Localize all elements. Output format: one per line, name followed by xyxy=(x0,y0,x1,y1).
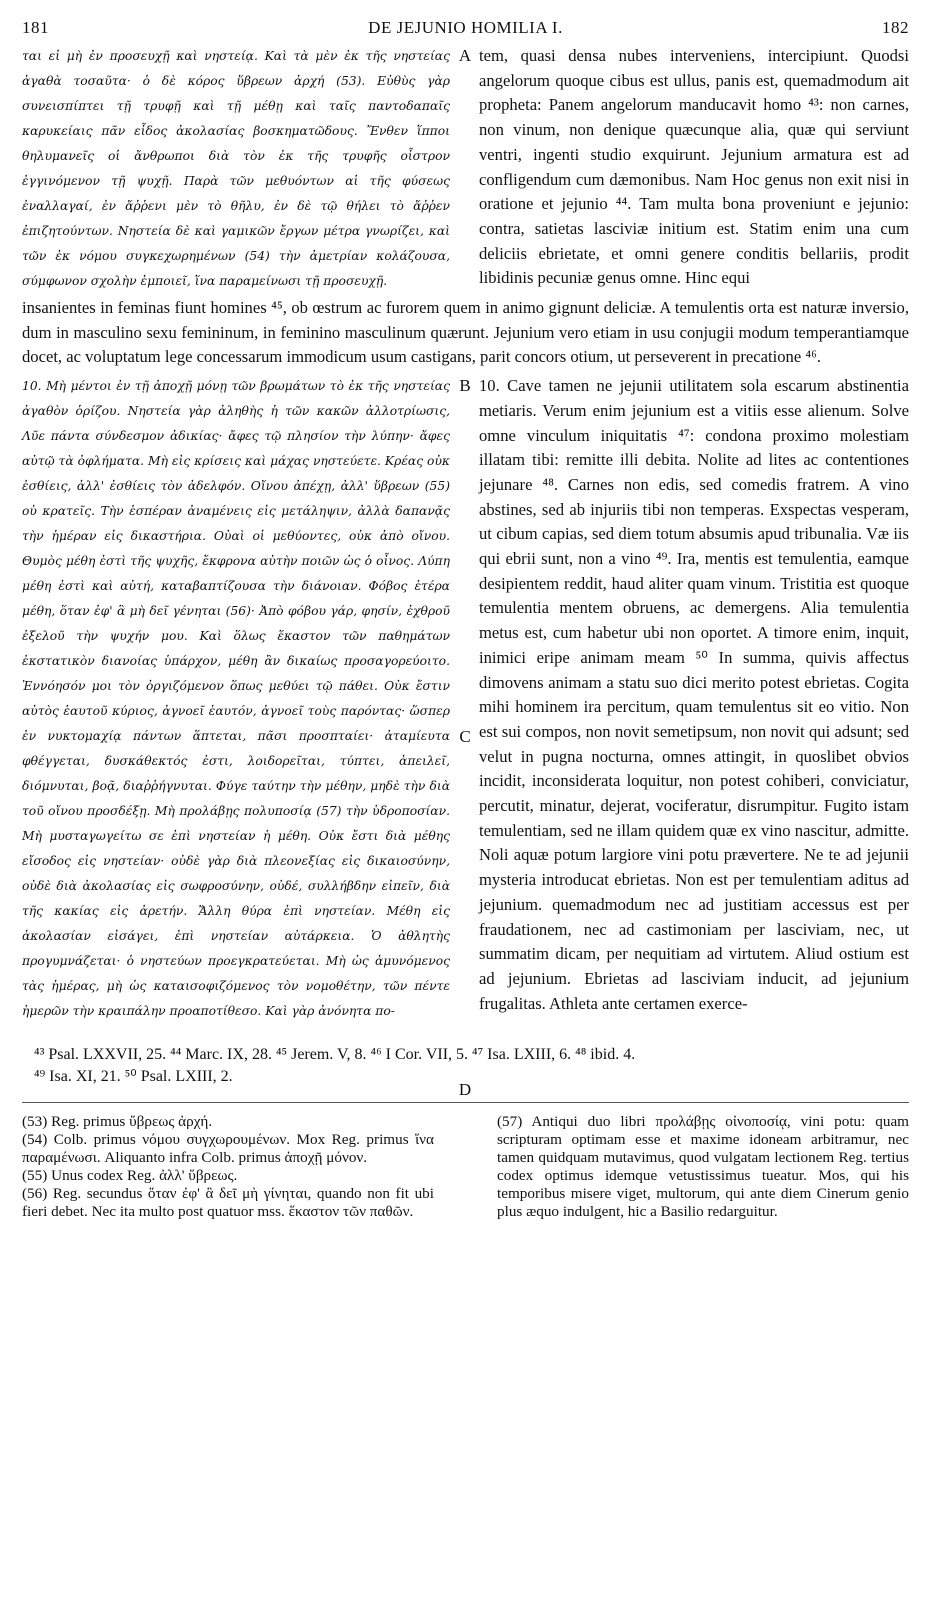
notes-right-column xyxy=(497,1113,909,1221)
scripture-refs-line-2: ⁴⁹ Isa. XI, 21. ⁵⁰ Psal. LXIII, 2. xyxy=(34,1068,233,1086)
margin-marker-c: C xyxy=(459,727,471,747)
running-head xyxy=(22,14,909,44)
note-54: (54) Colb. primus νόμου συγχωρουμένων. Mox Reg. primus ἵνα παραμένωσι. Aliquanto infra Colb. primus ἀποχῇ μόνον. xyxy=(22,1131,434,1167)
notes-left-column xyxy=(22,1113,434,1221)
greek-column-main xyxy=(22,374,450,1024)
footnote-rule xyxy=(22,1102,909,1103)
page-number-left: 181 xyxy=(22,18,49,37)
note-56: (56) Reg. secundus ὅταν ἐφ' ἃ δεῖ μὴ γίνηται, quando non fit ubi fieri debet. Nec ita multo post quatuor mss. ἕκαστον τῶν παθῶν. xyxy=(22,1185,434,1221)
latin-paragraph-top: tem, quasi densa nubes interveniens, intercipiunt. Quodsi angelorum quoque cibus est ullus, panis est, quemadmodum ait propheta: Panem angelorum manducavit homo ⁴³: non carnes, non vinum, non denique quæcunque alia, quæ qui serviunt ventri, ingenti studio exquirunt. Jejunium armatura est ad confligendum cum dæmonibus. Nam Hoc genus non exit nisi in oratione et jejunio ⁴⁴. Tam multa bona proveniunt e jejunio: contra, satietas lasciviæ initium est. Statim enim una cum deliciis ebrietate, et omni genere conditis bellariis, prodit libidinis pecuniæ genus omne. Hinc equi xyxy=(479,46,909,288)
greek-column-top xyxy=(22,44,450,294)
page-number-right: 182 xyxy=(882,18,909,37)
scripture-refs-line-1: ⁴³ Psal. LXXVII, 25. ⁴⁴ Marc. IX, 28. ⁴⁵ Jerem. V, 8. ⁴⁶ I Cor. VII, 5. ⁴⁷ Isa. LXIII, 6. ⁴⁸ ibid. 4. xyxy=(34,1046,636,1064)
critical-notes xyxy=(22,1113,909,1221)
latin-column-main xyxy=(479,374,909,1024)
margin-marker-b: B xyxy=(459,376,471,396)
latin-fullwidth-paragraph: insanientes in feminas fiunt homines ⁴⁵, ob œstrum ac furorem quem in animo gignunt deliciæ. A temulentis orta est naturæ inversio, dum in masculino sexu femininum, in feminino masculinum quærunt. Jejunium vero etiam in usu conjugii modum temperantiamque docet, ac voluptatum lege concessarum immodicum usum castigans, parit concors otium, ut perseverent in precatione ⁴⁶. xyxy=(22,298,909,367)
latin-column-top xyxy=(479,44,909,294)
note-55: (55) Unus codex Reg. ἀλλ' ὕβρεως. xyxy=(22,1167,238,1185)
greek-paragraph-10: 10. Μὴ μέντοι ἐν τῇ ἀποχῇ μόνῃ τῶν βρωμάτων τὸ ἐκ τῆς νηστείας ἀγαθὸν ὁρίζου. Νηστεία γὰρ ἀληθὴς ἡ τῶν κακῶν ἀλλοτρίωσις, Λῦε πάντα σύνδεσμον ἀδικίας· ἄφες τῷ πλησίον τὴν λύπην· ἄφες αὐτῷ τὰ ὀφλήματα. Μὴ εἰς κρίσεις καὶ μάχας νηστεύετε. Κρέας οὐκ ἐσθίεις, ἀλλ' ἐσθίεις τὸν ἀδελφόν. Οἴνου ἀπέχῃ, ἀλλ' ὕβρεων (55) οὐ κρατεῖς. Τὴν ἑσπέραν ἀναμένεις εἰς μετάληψιν, ἀλλὰ δαπανᾷς τὴν ἡμέραν εἰς δικαστήρια. Οὐαὶ οἱ μεθύοντες, οὐκ ἀπὸ οἴνου. Θυμὸς μέθη ἐστὶ τῆς ψυχῆς, ἔκφρονα αὐτὴν ποιῶν ὡς ὁ οἶνος. Λύπη μέθη ἐστὶ καὶ αὐτή, καταβαπτίζουσα τὴν διάνοιαν. Φόβος ἑτέρα μέθη, ὅταν ἐφ' ἃ μὴ δεῖ γένηται (56)· Ἀπὸ φόβου γάρ, φησίν, ἐχθροῦ ἐξελοῦ τὴν ψυχήν μου. Καὶ ὅλως ἕκαστον τῶν παθημάτων ἐκστατικὸν διανοίας ὑπάρχον, μέθη ἂν δικαίως προσαγορεύοιτο. Ἐννόησόν μοι τὸν ὀργιζόμενον ὅπως μεθύει τῷ πάθει. Οὐκ ἔστιν αὐτὸς ἑαυτοῦ κύριος, ἀγνοεῖ ἑαυτόν, ἀγνοεῖ τοὺς παρόντας· ὥσπερ ἐν νυκτομαχίᾳ πάντων ἅπτεται, πᾶσι προσπταίει· ἀταμίευτα φθέγγεται, δυσκάθεκτός ἐστι, λοιδορεῖται, τύπτει, ἀπειλεῖ, διόμνυται, βοᾷ, διαῤῥήγνυται. Φύγε ταύτην τὴν μέθην, μηδὲ τὴν διὰ τοῦ οἴνου προσδέξῃ. Μὴ προλάβῃς πολυποσίᾳ (57) τὴν ὑδροποσίαν. Μὴ μυσταγωγείτω σε ἐπὶ νηστείαν ἡ μέθη. Οὐκ ἔστι διὰ μέθης εἴσοδος εἰς νηστείαν· οὐδὲ γὰρ διὰ πλεονεξίας εἰς δικαιοσύνην, οὐδὲ διὰ ἀκολασίας εἰς σωφροσύνην, οὐδέ, συλλήβδην εἰπεῖν, διὰ τῆς κακίας εἰς ἀρετήν. Ἄλλη θύρα ἐπὶ νηστείαν. Μέθη εἰς ἀκολασίαν εἰσάγει, ἐπὶ νηστείαν αὐτάρκεια. Ὁ ἀθλητὴς προγυμνάζεται· ὁ νηστεύων προεγκρατεύεται. Μὴ ὡς ἀμυνόμενος τὰς ἡμέρας, μὴ ὡς καταισοφιζόμενος τὸν νομοθέτην, τῶν πέντε ἡμερῶν τὴν κραιπάλην προαποτίθεσο. Καὶ γὰρ ἀνόνητα πο- xyxy=(22,379,450,1019)
latin-paragraph-10: 10. Cave tamen ne jejunii utilitatem sola escarum abstinentia metiaris. Verum enim jejunium est a vitiis esse alienum. Solve omne vinculum iniquitatis ⁴⁷: condona proximo molestiam illatam tibi: remitte illi debita. Nolite ad lites ac contentiones jejunare ⁴⁸. Carnes non edis, sed comedis fratrem. A vino abstines, sed ab injuriis tibi non temperas. Exspectas vesperam, ut cibum capias, sed diem totum absumis apud tribunalia. Væ iis qui ebrii sunt, non a vino ⁴⁹. Ira, mentis est temulentia, eamque desipientem reddit, haud aliter quam vinum. Tristitia est quoque temulentia mentem obruens, ac demergens. Alia temulentia metus est, cum habetur ubi non oportet. A timore enim, inquit, inimici eripe animam meam ⁵⁰ In summa, quivis affectus dimovens animam a statu suo dici merito potest ebrietas. Cogita mihi hominem ira percitum, quam temulentus sit eo vitio. Non est sui compos, non novit semetipsum, non novit qui adsunt; sed velut in pugna nocturna, omnes attingit, in quoslibet obvios incidit, inconsiderata loquitur, non potest cohiberi, conviciatur, percutit, minatur, dejerat, vociferatur, disrumpitur. Fugito istam temulentiam, sed ne illam quidem quæ ex vino nascitur, admitte. Noli aquæ potum largiore vini potu prævertere. Ne te ad jejunii mysteria introducat ebrietas. Non est per temulentiam aditus ad jejunium. quemadmodum nec ad justitiam accessus est per fraudationem, nec ad castimoniam per lasciviam, nec, ut summatim dicam, per nequitiam ad virtutem. Aliud ostium est ad jejunium. Ebrietas ad lasciviam inducit, ad jejunium frugalitas. Athleta ante certamen exerce- xyxy=(479,376,909,1013)
top-columns xyxy=(22,44,909,294)
margin-marker-d: D xyxy=(458,1080,472,1100)
greek-paragraph-top: ται εἰ μὴ ἐν προσευχῇ καὶ νηστείᾳ. Καὶ τὰ μὲν ἐκ τῆς νηστείας ἀγαθὰ τοσαῦτα· ὁ δὲ κόρος ὕβρεων ἀρχή (53). Εὐθὺς γὰρ συνεισπίπτει τῇ τρυφῇ καὶ τῇ μέθῃ καὶ ταῖς παντοδαπαῖς καρυκείαις πᾶν εἶδος ἀκολασίας βοσκηματῶδους. Ἔνθεν ἵπποι θηλυμανεῖς οἱ ἄνθρωποι διὰ τὸν ἐκ τῆς τρυφῆς οἶστρον ἐγγινόμενον τῇ ψυχῇ. Παρὰ τῶν μεθυόντων αἱ τῆς φύσεως ἐναλλαγαί, ἐν ἄῤῥενι μὲν τὸ θῆλυ, ἐν δὲ τῷ θήλει τὸ ἄῤῥεν ἐπιζητούντων. Νηστεία δὲ καὶ γαμικῶν ἔργων μέτρα γνωρίζει, καὶ τῶν ἐκ νόμου συγκεχωρημένων (54) τὴν ἀμετρίαν κολάζουσα, σύμφωνον σχολὴν ἐμποιεῖ, ἵνα παραμείνωσι τῇ προσευχῇ. xyxy=(22,49,450,288)
note-57: (57) Antiqui duo libri προλάβῃς οἰνοποσίᾳ, vini potu: quam scripturam optimam esse et maxime idoneam arbitramur, nec tamen quidquam mutavimus, quod vulgatam lectionem Reg. tertius codex optimus idemque vetustissimus tueatur. Mos, qui his temporibus misere viget, multorum, qui ante diem Cinerum genio plus æquo indulgent, hic a Basilio redarguitur. xyxy=(497,1113,909,1221)
note-53: (53) Reg. primus ὕβρεως ἀρχή. xyxy=(22,1113,213,1131)
running-title: DE JEJUNIO HOMILIA I. xyxy=(368,18,563,37)
margin-marker-a: A xyxy=(458,46,472,65)
